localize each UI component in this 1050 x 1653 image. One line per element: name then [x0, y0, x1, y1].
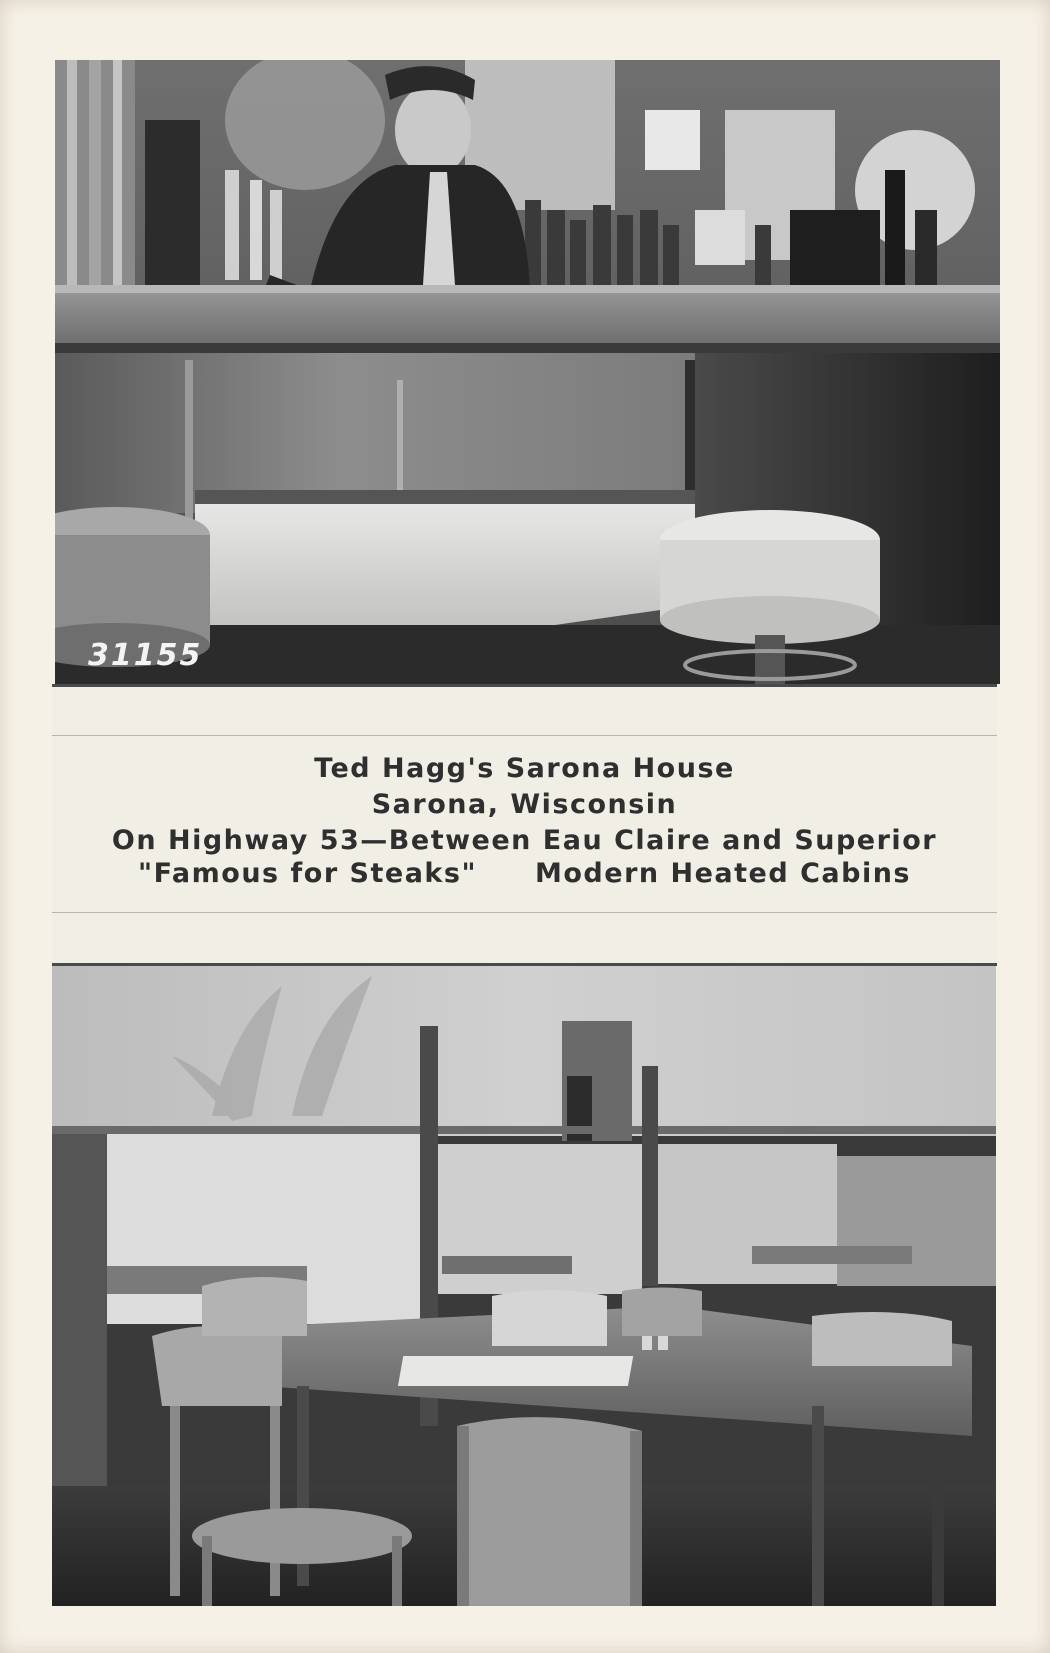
bar-photo-drawing: [55, 60, 1000, 684]
negative-number: 31155: [88, 638, 203, 673]
bar-stool-right: [660, 510, 880, 684]
slogan-line: [52, 858, 997, 889]
caption-panel: [52, 684, 997, 966]
highway-directions: On Highway 53—Between Eau Claire and Superior: [111, 825, 938, 856]
slogan-steaks: "Famous for Steaks": [138, 858, 478, 889]
slogan-cabins: Modern Heated Cabins: [535, 858, 911, 889]
chair-center: [457, 1417, 642, 1606]
curtain: [55, 60, 135, 290]
dining-room-drawing: [52, 966, 996, 1606]
dining-room-photo: [52, 966, 996, 1606]
location: Sarona, Wisconsin: [371, 789, 678, 820]
business-name: Ted Hagg's Sarona House: [314, 753, 735, 784]
bar-photo: [55, 60, 1000, 684]
